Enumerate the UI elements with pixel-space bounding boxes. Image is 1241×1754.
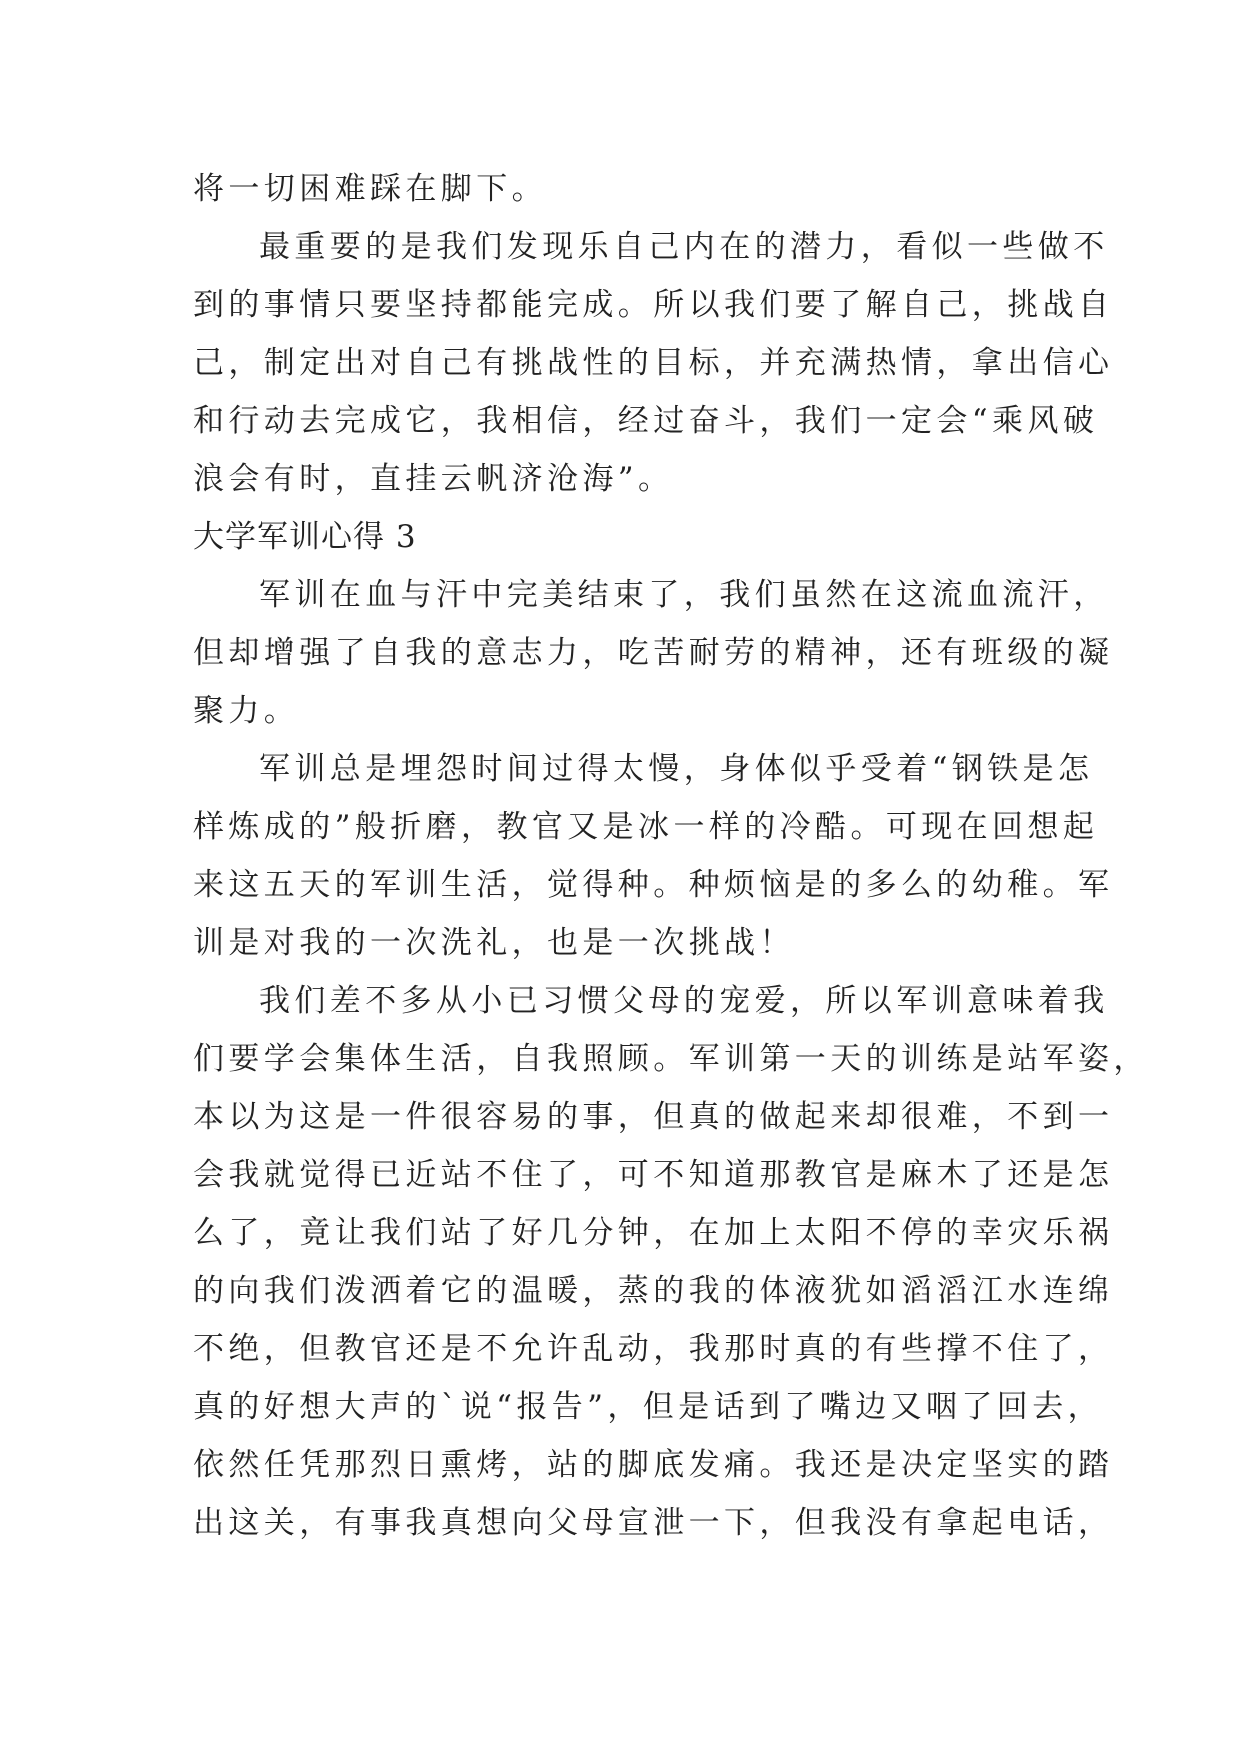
text-line: 但却增强了自我的意志力，吃苦耐劳的精神，还有班级的凝 xyxy=(193,635,1114,671)
text-line: 聚力。 xyxy=(193,693,300,729)
text-line: 浪会有时，直挂云帆济沧海”。 xyxy=(193,461,674,497)
text-line: 到的事情只要坚持都能完成。所以我们要了解自己，挑战自 xyxy=(193,287,1114,323)
text-line: 己，制定出对自己有挑战性的目标，并充满热情，拿出信心 xyxy=(193,345,1114,381)
text-line: 样炼成的”般折磨，教官又是冰一样的冷酷。可现在回想起 xyxy=(193,809,1099,845)
text-line: 将一切困难踩在脚下。 xyxy=(193,171,547,207)
text-line: 会我就觉得已近站不住了，可不知道那教官是麻木了还是怎 xyxy=(193,1157,1114,1193)
document-body xyxy=(193,160,1149,1552)
text-line: 军训总是埋怨时间过得太慢，身体似乎受着“钢铁是怎 xyxy=(259,751,1094,787)
text-line: 军训在血与汗中完美结束了，我们虽然在这流血流汗， xyxy=(259,577,1109,613)
text-line: 的向我们泼洒着它的温暖，蒸的我的体液犹如滔滔江水连绵 xyxy=(193,1273,1114,1309)
text-line: 们要学会集体生活，自我照顾。军训第一天的训练是站军姿， xyxy=(193,1041,1149,1077)
text-line: 训是对我的一次洗礼，也是一次挑战！ xyxy=(193,925,795,961)
section-heading: 大学军训心得 3 xyxy=(193,519,417,555)
text-line: 真的好想大声的`说“报告”，但是话到了嘴边又咽了回去， xyxy=(193,1389,1103,1425)
text-line: 么了，竟让我们站了好几分钟，在加上太阳不停的幸灾乐祸 xyxy=(193,1215,1114,1251)
text-line: 我们差不多从小已习惯父母的宠爱，所以军训意味着我 xyxy=(259,983,1109,1019)
text-line: 和行动去完成它，我相信，经过奋斗，我们一定会“乘风破 xyxy=(193,403,1099,439)
text-line: 来这五天的军训生活，觉得种。种烦恼是的多么的幼稚。军 xyxy=(193,867,1114,903)
text-line: 出这关，有事我真想向父母宣泄一下，但我没有拿起电话， xyxy=(193,1505,1114,1541)
text-line: 最重要的是我们发现乐自己内在的潜力，看似一些做不 xyxy=(259,229,1109,265)
text-line: 依然任凭那烈日熏烤，站的脚底发痛。我还是决定坚实的踏 xyxy=(193,1447,1114,1483)
text-line: 不绝，但教官还是不允许乱动，我那时真的有些撑不住了， xyxy=(193,1331,1114,1367)
text-line: 本以为这是一件很容易的事，但真的做起来却很难，不到一 xyxy=(193,1099,1114,1135)
